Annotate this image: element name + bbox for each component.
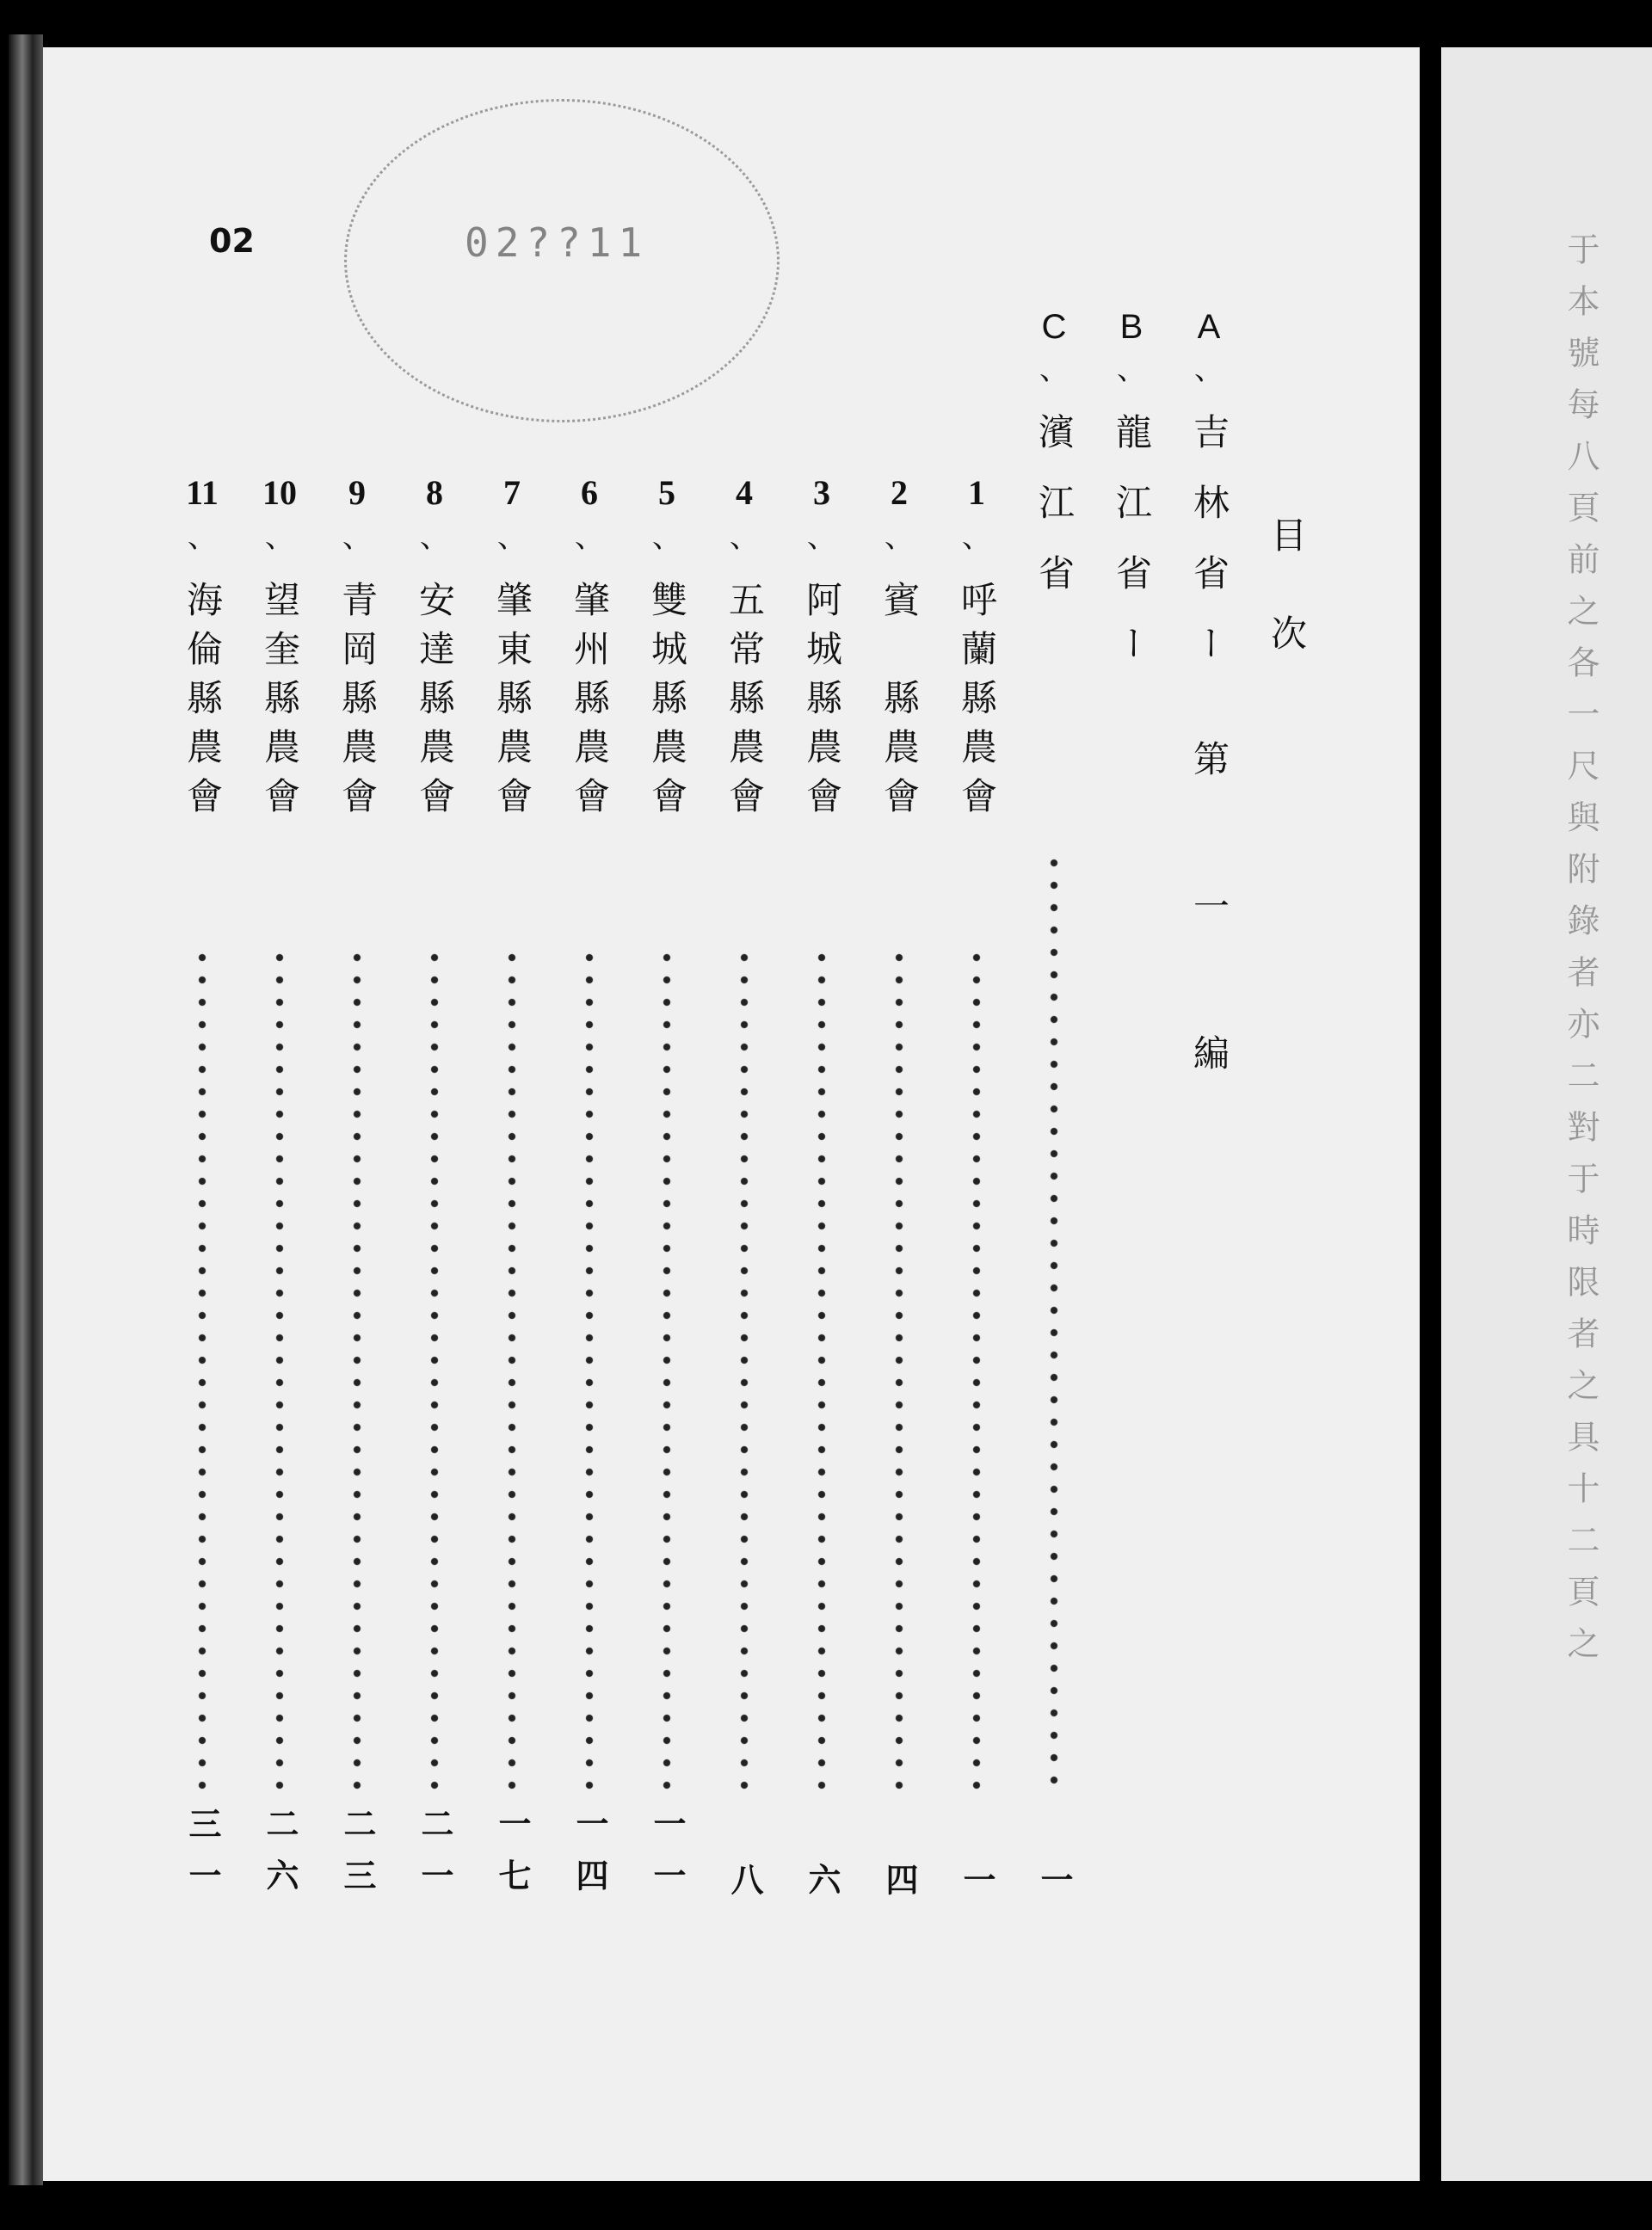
stamp-number: 02??11 — [465, 219, 650, 266]
entry-page: 八 — [725, 1863, 764, 1914]
entry-comma: 、 — [730, 521, 759, 555]
entry-number: 10 — [262, 473, 297, 512]
dot-leader — [585, 946, 594, 1790]
entry-name: 阿城縣農會 — [801, 581, 843, 826]
entry-page: 三一 — [183, 1807, 222, 1910]
entry-page: 一四 — [570, 1807, 609, 1910]
section-name: 濱江省 — [1033, 413, 1076, 625]
dot-leader — [740, 946, 749, 1790]
entry-comma: 、 — [265, 521, 294, 555]
entry-comma: 、 — [420, 521, 449, 555]
entry-comma: 、 — [962, 521, 991, 555]
section-name: 龍江省ー — [1111, 413, 1153, 695]
section-c-leader — [1050, 852, 1058, 1790]
entry-page: 二一 — [416, 1807, 454, 1910]
section-comma: 、 — [1039, 353, 1069, 387]
entry-comma: 、 — [885, 521, 914, 555]
section-letter: C — [1041, 308, 1067, 346]
entry-number: 2 — [891, 473, 908, 512]
entry-page: 一 — [958, 1863, 996, 1914]
part-label: 第 一 編 — [1188, 740, 1230, 1105]
entry-number: 9 — [348, 473, 366, 512]
entry-number: 5 — [658, 473, 675, 512]
dot-leader — [353, 946, 361, 1790]
section-letter: B — [1119, 308, 1143, 346]
entry-name: 海倫縣農會 — [182, 581, 224, 826]
dot-leader — [275, 946, 284, 1790]
entry-comma: 、 — [497, 521, 527, 555]
dot-leader — [972, 946, 981, 1790]
entry-page: 一一 — [648, 1807, 687, 1910]
entry-number: 3 — [813, 473, 830, 512]
dot-leader — [508, 946, 516, 1790]
binding-edge — [9, 34, 43, 2185]
entry-page: 二六 — [261, 1807, 299, 1910]
section-c-page: 一 — [1035, 1863, 1074, 1914]
section-name: 吉林省ー — [1188, 413, 1230, 695]
entry-comma: 、 — [575, 521, 604, 555]
section-comma: 、 — [1117, 353, 1146, 387]
entry-number: 8 — [426, 473, 443, 512]
entry-number: 11 — [186, 473, 219, 512]
page-number: 02 — [209, 222, 255, 260]
entry-comma: 、 — [342, 521, 372, 555]
section-letter: A — [1197, 308, 1221, 346]
dot-leader — [430, 946, 439, 1790]
entry-name: 望奎縣農會 — [259, 581, 301, 826]
entry-comma: 、 — [652, 521, 681, 555]
section-comma: 、 — [1194, 353, 1224, 387]
adjacent-page-strip — [1441, 47, 1652, 2181]
dot-leader — [663, 946, 671, 1790]
entry-name: 肇東縣農會 — [491, 581, 533, 826]
entry-number: 7 — [503, 473, 521, 512]
entry-name: 賓 縣農會 — [878, 581, 921, 826]
dot-leader — [895, 946, 903, 1790]
entry-name: 肇州縣農會 — [569, 581, 611, 826]
entry-number: 4 — [736, 473, 753, 512]
entry-page: 二三 — [338, 1807, 377, 1910]
toc-title: 目 次 — [1266, 516, 1308, 663]
entry-comma: 、 — [188, 521, 217, 555]
dot-leader — [198, 946, 206, 1790]
entry-page: 四 — [880, 1863, 919, 1914]
entry-comma: 、 — [807, 521, 836, 555]
entry-name: 青岡縣農會 — [336, 581, 379, 826]
page-divider — [1420, 47, 1441, 2181]
entry-number: 6 — [581, 473, 598, 512]
entry-name: 五常縣農會 — [724, 581, 766, 826]
dot-leader — [817, 946, 826, 1790]
adjacent-page-text: 于本號每八頁前之各一尺與附錄者亦二對于時限者之具十二頁之 — [1562, 232, 1600, 1678]
entry-number: 1 — [968, 473, 985, 512]
entry-page: 一七 — [493, 1807, 532, 1910]
entry-name: 呼蘭縣農會 — [956, 581, 998, 826]
entry-name: 安達縣農會 — [414, 581, 456, 826]
entry-name: 雙城縣農會 — [646, 581, 688, 826]
entry-page: 六 — [803, 1863, 841, 1914]
